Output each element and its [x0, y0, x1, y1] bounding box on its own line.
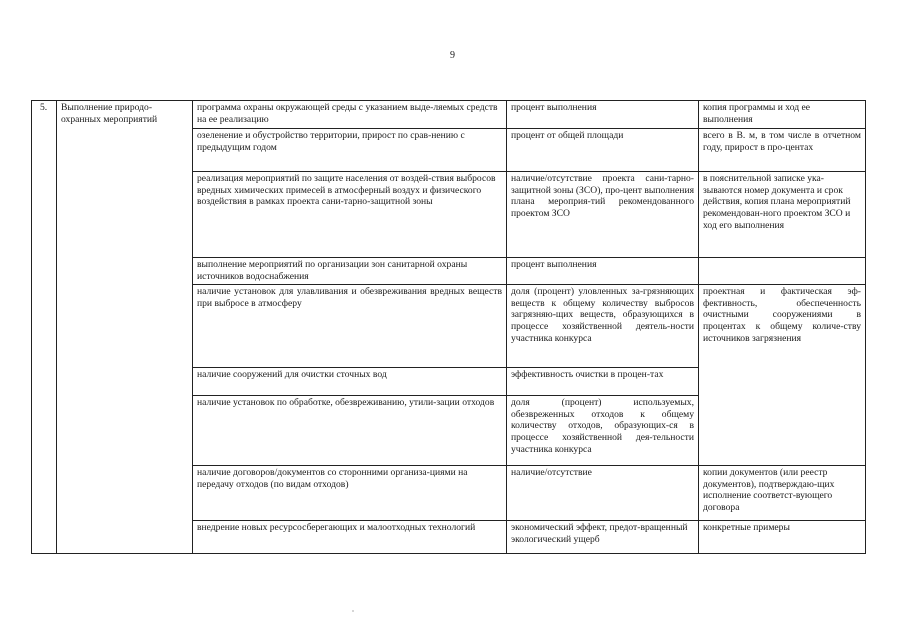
measure-cell: внедрение новых ресурсосберегающих и малоотходных технологий — [193, 521, 507, 554]
confirmation-cell: копия программы и ход ее выполнения — [699, 101, 866, 129]
indicator-cell: доля (процент) используемых, обезвреженных отходов к общему количеству отходов, образующих-ся в процессе хозяйственной дея-тельности участника конкурса — [507, 396, 699, 466]
indicator-cell: процент выполнения — [507, 101, 699, 129]
confirmation-cell — [699, 258, 866, 285]
measure-cell: реализация мероприятий по защите населения от воздей-ствия выбросов вредных химических примесей в атмосферный воздух и физического воздействия в рамках проекта сани-тарно-защитной зоны — [193, 172, 507, 258]
indicator-cell: наличие/отсутствие — [507, 466, 699, 521]
requirements-table — [31, 100, 866, 554]
indicator-cell: эффективность очистки в процен-тах — [507, 368, 699, 396]
confirmation-cell: конкретные примеры — [699, 521, 866, 554]
measure-cell: выполнение мероприятий по организации зон санитарной охраны источников водоснабжения — [193, 258, 507, 285]
indicator-cell: экономический эффект, предот-вращенный экологический ущерб — [507, 521, 699, 554]
confirmation-cell: копии документов (или реестр документов), подтверждаю-щих исполнение соответст-вующего договора — [699, 466, 866, 521]
measure-cell: наличие установок по обработке, обезвреживанию, утили-зации отходов — [193, 396, 507, 466]
indicator-cell: наличие/отсутствие проекта сани-тарно-защитной зоны (ЗСО), про-цент выполнения плана мероприя-тий рекомендованного проектом ЗСО — [507, 172, 699, 258]
measure-cell: наличие договоров/документов со сторонними организа-циями на передачу отходов (по видам отходов) — [193, 466, 507, 521]
indicator-cell: доля (процент) уловленных за-грязняющих веществ к общему количеству выбросов загрязняю-щих веществ, образующихся в процессе хозяйственной деятель-ности участника конкурса — [507, 285, 699, 368]
indicator-cell: процент от общей площади — [507, 129, 699, 172]
table-row — [32, 101, 866, 129]
section-title: Выполнение природо-охранных мероприятий — [57, 101, 193, 554]
measure-cell: наличие установок для улавливания и обезвреживания вредных веществ при выбросе в атмосферу — [193, 285, 507, 368]
measure-cell: наличие сооружений для очистки сточных вод — [193, 368, 507, 396]
page-number: 9 — [450, 50, 455, 61]
measure-cell: озеленение и обустройство территории, прирост по срав-нению с предыдущим годом — [193, 129, 507, 172]
scan-speck — [352, 610, 354, 612]
section-number: 5. — [32, 101, 57, 554]
confirmation-cell: всего в В. м, в том числе в отчетном году, прирост в про-центах — [699, 129, 866, 172]
measure-cell: программа охраны окружающей среды с указанием выде-ляемых средств на ее реализацию — [193, 101, 507, 129]
indicator-cell: процент выполнения — [507, 258, 699, 285]
confirmation-cell: в пояснительной записке ука-зываются номер документа и срок действия, копия плана мероприятий рекомендован-ного проектом ЗСО и ход его выполнения — [699, 172, 866, 258]
confirmation-cell: проектная и фактическая эф-фективность, обеспеченность очистными сооружениями в процентах к общему количе-ству источников загрязнения — [699, 285, 866, 466]
